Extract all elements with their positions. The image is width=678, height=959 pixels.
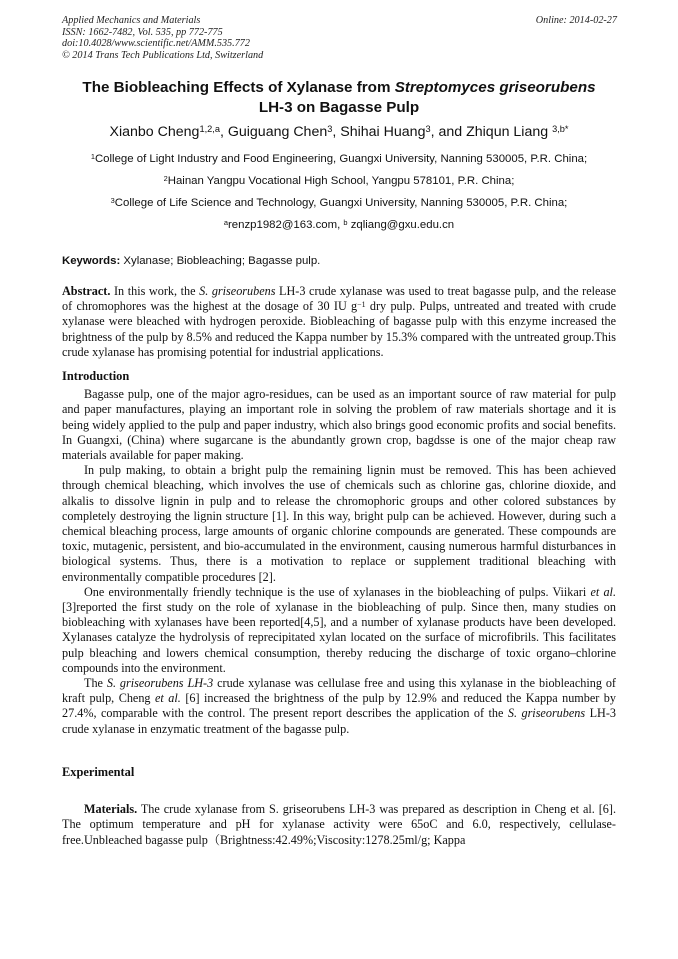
author-name: Zhiqun Liang bbox=[466, 124, 553, 140]
email-b: zqliang@gxu.edu.cn bbox=[347, 219, 455, 231]
keywords bbox=[62, 254, 616, 268]
title-part-2: LH-3 on Bagasse Pulp bbox=[258, 99, 420, 116]
author-name: Guiguang Chen bbox=[227, 124, 328, 140]
title-species: Streptomyces griseorubens bbox=[394, 79, 596, 96]
keywords-label: Keywords: bbox=[62, 255, 121, 267]
author-sep: , bbox=[219, 124, 228, 140]
abstract-species: S. griseorubens bbox=[199, 284, 276, 298]
materials-label: Materials. bbox=[84, 802, 138, 817]
intro-text: LH-3 crude xylanase in enzymatic treatment of the bagasse pulp. bbox=[62, 706, 616, 736]
paper-title bbox=[40, 78, 638, 118]
title-part-1: The Biobleaching Effects of Xylanase from bbox=[82, 79, 395, 96]
intro-etal: et al. bbox=[590, 584, 616, 599]
copyright-line: © 2014 Trans Tech Publications Ltd, Switzerland bbox=[62, 49, 264, 61]
abstract-sup: −1 bbox=[357, 299, 366, 309]
online-date: Online: 2014-02-27 bbox=[535, 15, 617, 26]
intro-heading: Introduction bbox=[62, 369, 130, 384]
journal-name: Applied Mechanics and Materials bbox=[62, 15, 201, 26]
affiliation-sup: 2 bbox=[163, 173, 168, 183]
affiliation-sup: 1 bbox=[90, 151, 95, 161]
affiliation-text: Hainan Yangpu Vocational High School, Yangpu 578101, P.R. China; bbox=[167, 175, 515, 187]
abstract-text: dry pulp. Pulps, untreated and treated with crude xylanase were bleached with hydrogen peroxide. Biobleaching of bagasse pulp with this enzyme increased the brightness of the pulp by 8.5% and reduced the Kappa number by 15.3% compared with the untreated group.This crude xylanase has promising potential for industrial applications. bbox=[62, 299, 616, 359]
author-list bbox=[40, 123, 638, 141]
intro-species: S. griseorubens bbox=[507, 706, 586, 721]
author-sup: 3 bbox=[327, 123, 333, 134]
abstract bbox=[62, 284, 616, 360]
journal-header bbox=[62, 15, 617, 61]
author-name: Xianbo Cheng bbox=[109, 124, 200, 140]
email-a: renzp1982@163.com, bbox=[228, 219, 344, 231]
intro-text: [3]reported the first study on the role of xylanase in the biobleaching of pulp. Since then, many studies on biobleaching with xylanases have been reported[4,5], and a number of xylanase products have been developed. Xylanases catalyze the hydrolysis of reprecipitated xylan located on the surface of microfibrils. This facilitates pulp bleaching and lowers chemical consumption, thereby reducing the discharge of toxic organo–chlorine compounds into the environment. bbox=[62, 600, 616, 675]
intro-paragraph-4 bbox=[62, 676, 616, 737]
author-sup: 1,2,a bbox=[199, 123, 220, 134]
intro-paragraph-1: Bagasse pulp, one of the major agro-residues, can be used as an important source of raw material for pulp and paper manufactures, playing an important role in solving the problem of raw materials shortage and it is being widely applied to the pulp and paper industry, which also brings good economic profits and social benefits. In Guangxi, (China) where sugarcane is the abundantly grown crop, bagdsse is one of the major cheap raw materials available for paper making. bbox=[62, 387, 616, 463]
doi-line: doi:10.4028/www.scientific.net/AMM.535.772 bbox=[62, 38, 250, 50]
email-a-sup: a bbox=[223, 217, 228, 227]
author-name: Shihai Huang bbox=[340, 124, 426, 140]
email-b-sup: b bbox=[343, 217, 348, 227]
author-sep: , and bbox=[430, 124, 467, 140]
author-sup: 3,b* bbox=[552, 123, 569, 134]
author-sup: 3 bbox=[425, 123, 431, 134]
affiliation-text: College of Life Science and Technology, Guangxi University, Nanning 530005, P.R. China; bbox=[114, 197, 568, 209]
email-line bbox=[40, 218, 638, 232]
affiliation-text: College of Light Industry and Food Engineering, Guangxi University, Nanning 530005, P.R. China; bbox=[94, 153, 588, 165]
intro-text: crude xylanase was cellulase free and using this xylanase in the biobleaching of kraft pulp, Cheng bbox=[62, 676, 616, 706]
affiliation-3 bbox=[40, 196, 638, 210]
keywords-text: Xylanase; Biobleaching; Bagasse pulp. bbox=[120, 255, 321, 267]
intro-etal: et al. bbox=[155, 691, 181, 706]
abstract-text: LH-3 crude xylanase was used to treat bagasse pulp, and the release of chromophores was the highest at the dosage of 30 IU g bbox=[62, 284, 616, 314]
author-sep: , bbox=[332, 124, 341, 140]
paper-body bbox=[62, 284, 616, 848]
affiliation-1 bbox=[40, 152, 638, 166]
intro-text: The bbox=[84, 676, 107, 691]
experimental-heading: Experimental bbox=[62, 764, 135, 779]
affiliation-sup: 3 bbox=[110, 195, 115, 205]
intro-text: [6] increased the brightness of the pulp by 12.9% and reduced the Kappa number by 27.4%, comparable with the control. The present report describes the application of the bbox=[62, 691, 616, 721]
intro-paragraph-2: In pulp making, to obtain a bright pulp the remaining lignin must be removed. This has been achieved through chemical bleaching, which involves the use of chemicals such as chlorine gas, chlorine dioxide, and alkalis to dissolve lignin in pulp and to release the chromophoric groups and other colored substances by completely destroying the lignin structure [1]. In this way, bright pulp can be achieved. However, during such a chemical bleaching process, large amounts of organic chlorine compounds are generated. These compounds are toxic, mutagenic, persistent, and bio-accumulated in the environment, causing numerous harmful disturbances in biological systems. Thus, there is a motivation to replace or supplement traditional bleaching with environmentally compatible procedures [2]. bbox=[62, 463, 616, 584]
issn-line: ISSN: 1662-7482, Vol. 535, pp 772-775 bbox=[62, 26, 223, 38]
materials-text: The crude xylanase from S. griseorubens LH-3 was prepared as description in Cheng et al. [6]. The optimum temperature and pH for xylanase activity were 65oC and 6.0, respectively, cellulase- free.Unbleached bagasse pulp（Brightness:42.49%;Viscosity:1278.25ml/g; Kappa bbox=[62, 802, 616, 847]
intro-species: S. griseorubens LH-3 bbox=[106, 676, 214, 691]
intro-text: One environmentally friendly technique is the use of xylanases in the biobleaching of pulps. Viikari bbox=[84, 584, 591, 599]
materials-paragraph bbox=[62, 802, 616, 848]
abstract-text: In this work, the bbox=[110, 284, 200, 298]
abstract-label: Abstract. bbox=[62, 284, 111, 298]
intro-paragraph-3 bbox=[62, 585, 616, 676]
affiliation-2 bbox=[40, 174, 638, 188]
